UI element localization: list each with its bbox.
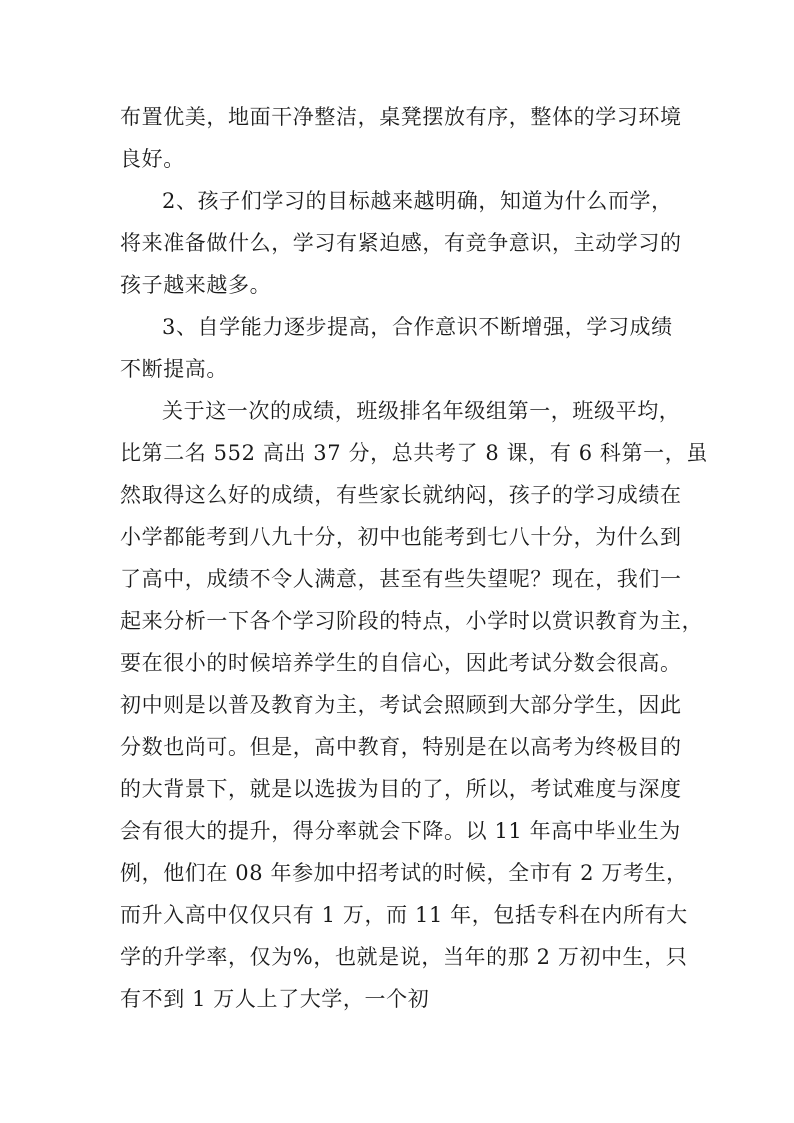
paragraph-start: 关于这一次的成绩，班级排名年级组第一，班级平均， [162, 399, 681, 423]
text-line: 而升入高中仅仅只有 1 万，而 11 年，包括专科在内所有大 [120, 903, 688, 927]
text-line: 的大背景下，就是以选拔为目的了，所以，考试难度与深度 [120, 777, 682, 801]
text-line: 然取得这么好的成绩，有些家长就纳闷，孩子的学习成绩在 [120, 483, 682, 507]
text-line: 不断提高。 [120, 357, 228, 381]
list-item-3: 3、自学能力逐步提高，合作意识不断增强，学习成绩 [162, 315, 673, 339]
text-line: 例，他们在 08 年参加中招考试的时候，全市有 2 万考生， [120, 861, 688, 885]
text-line: 良好。 [120, 147, 185, 171]
text-line: 初中则是以普及教育为主，考试会照顾到大部分学生，因此 [120, 693, 682, 717]
list-item-2: 2、孩子们学习的目标越来越明确，知道为什么而学， [162, 189, 673, 213]
text-line: 了高中，成绩不令人满意，甚至有些失望呢？现在，我们一 [120, 567, 682, 591]
text-line: 孩子越来越多。 [120, 273, 272, 297]
text-line: 有不到 1 万人上了大学，一个初 [120, 987, 430, 1011]
text-line: 布置优美，地面干净整洁，桌凳摆放有序，整体的学习环境 [120, 105, 682, 129]
text-line: 要在很小的时候培养学生的自信心，因此考试分数会很高。 [120, 651, 682, 675]
text-line: 分数也尚可。但是，高中教育，特别是在以高考为终极目的 [120, 735, 682, 759]
text-line: 小学都能考到八九十分，初中也能考到七八十分，为什么到 [120, 525, 682, 549]
text-line: 起来分析一下各个学习阶段的特点，小学时以赏识教育为主， [120, 609, 704, 633]
text-line: 将来准备做什么，学习有紧迫感，有竞争意识，主动学习的 [120, 231, 682, 255]
text-line: 会有很大的提升，得分率就会下降。以 11 年高中毕业生为 [120, 819, 681, 843]
text-line: 比第二名 552 高出 37 分，总共考了 8 课，有 6 科第一，虽 [120, 441, 708, 465]
text-line: 学的升学率，仅为%，也就是说，当年的那 2 万初中生，只 [120, 945, 688, 969]
